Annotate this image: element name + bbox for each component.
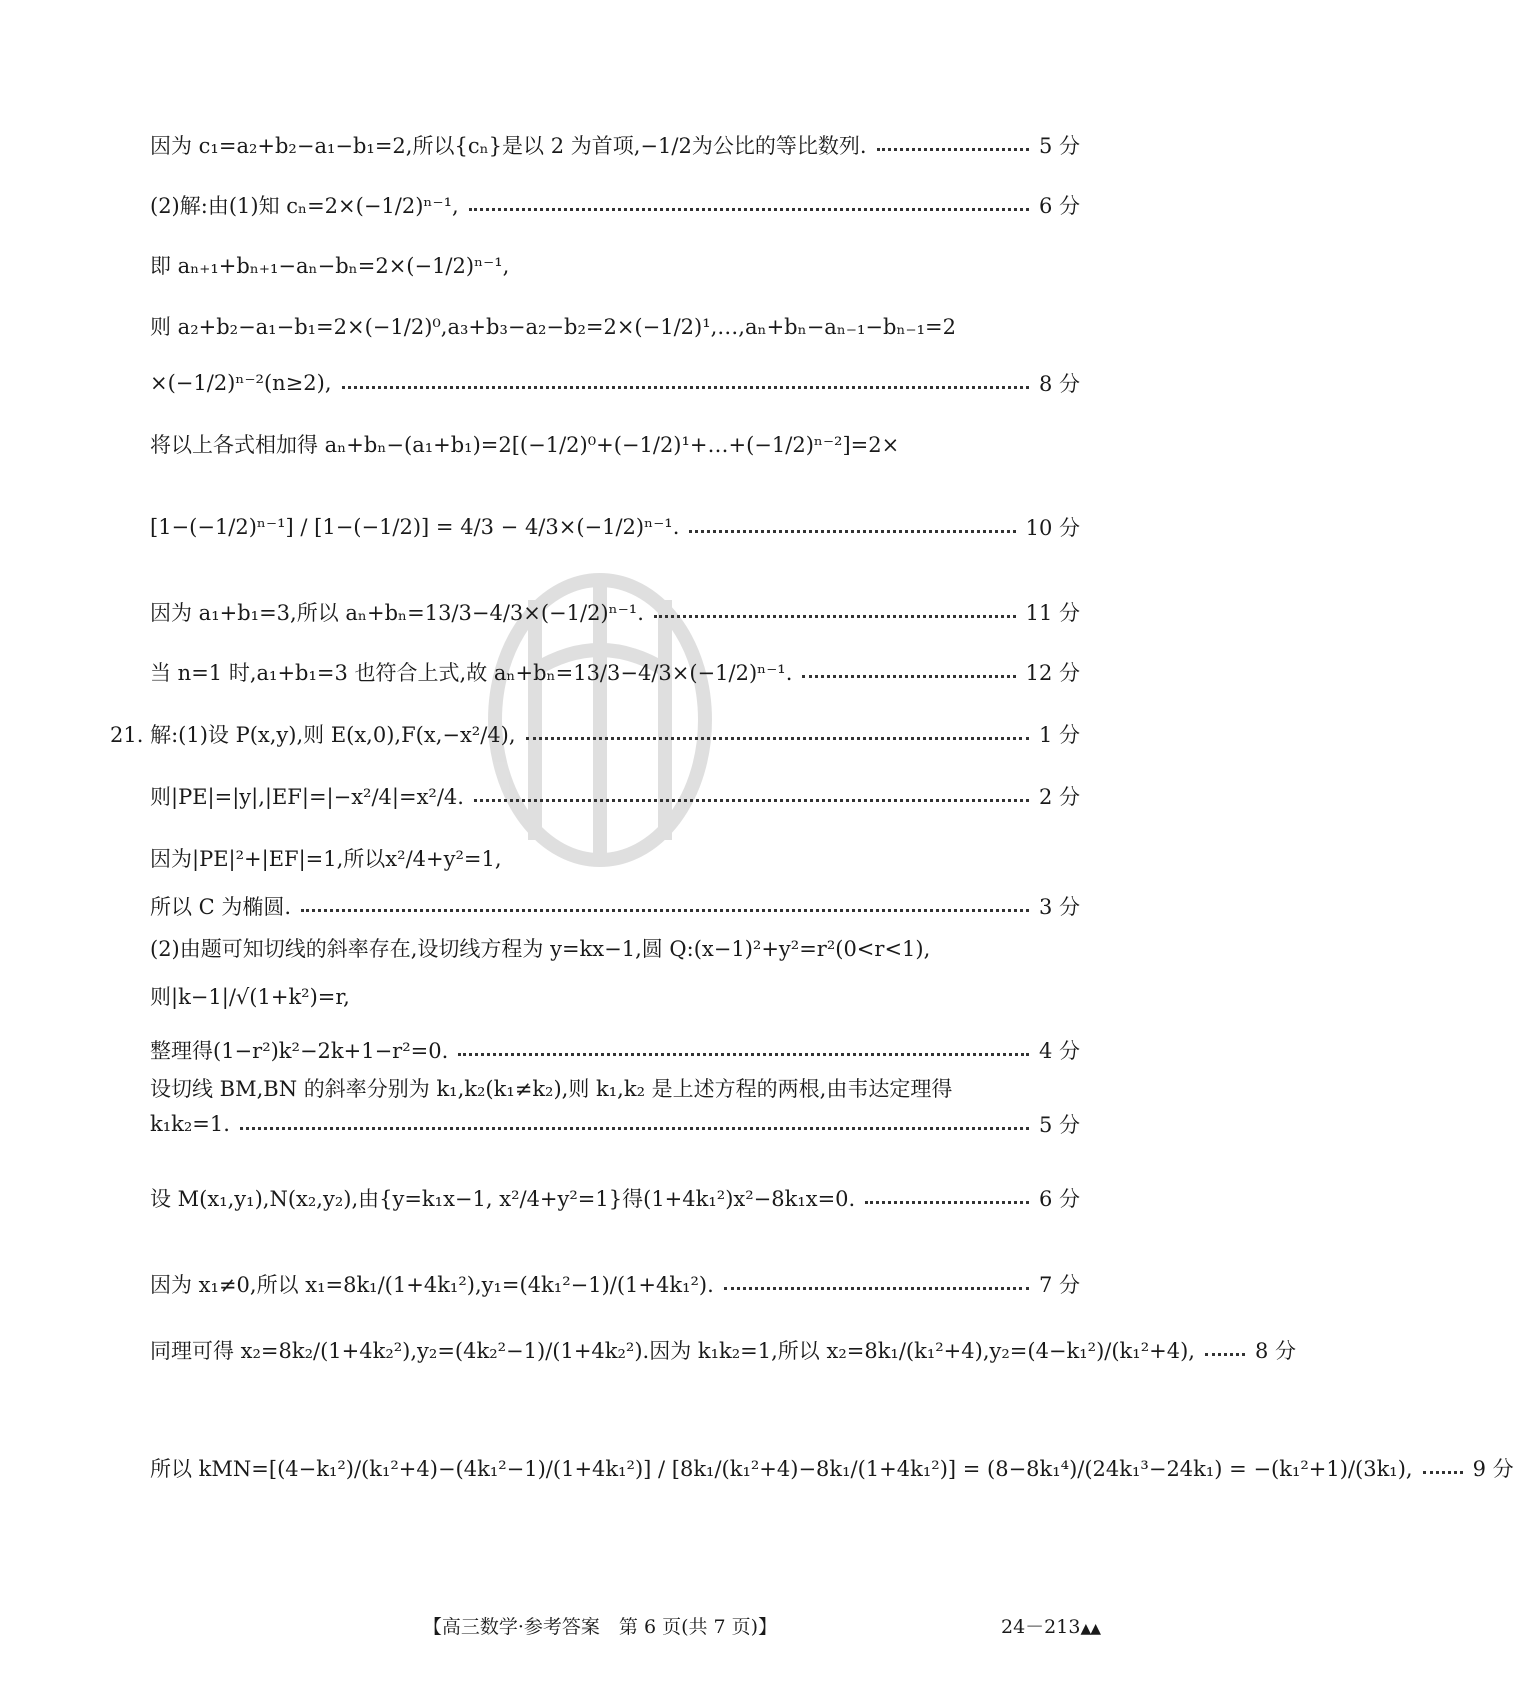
line-text: [1−(−1/2)ⁿ⁻¹] / [1−(−1/2)] = 4/3 − 4/3×(−1/2)ⁿ⁻¹. [150, 515, 680, 539]
line-20 [150, 1264, 1080, 1304]
score-label: 1 分 [1038, 723, 1080, 747]
dotted-leader [724, 1287, 1029, 1290]
triangle-marks-icon: ▲▲ [1080, 1621, 1100, 1637]
dotted-leader [458, 1053, 1029, 1056]
score-label: 10 分 [1025, 516, 1080, 540]
dotted-leader [654, 615, 1016, 618]
line-18 [150, 1104, 1080, 1144]
dotted-leader [469, 208, 1029, 211]
score-label: 4 分 [1038, 1039, 1080, 1063]
score-label: 7 分 [1038, 1273, 1080, 1297]
dotted-leader [240, 1127, 1029, 1130]
dotted-leader [865, 1201, 1029, 1204]
line-text: 因为 x₁≠0,所以 x₁=8k₁/(1+4k₁²),y₁=(4k₁²−1)/(1+4k₁²). [150, 1273, 714, 1297]
line-text: k₁k₂=1. [150, 1112, 230, 1136]
line-1 [150, 125, 1080, 165]
score-label: 6 分 [1038, 194, 1080, 218]
dotted-leader [526, 737, 1029, 740]
line-5 [150, 363, 1080, 403]
line-21 [150, 1330, 1296, 1370]
line-3 [150, 245, 1080, 285]
line-text: 当 n=1 时,a₁+b₁=3 也符合上式,故 aₙ+bₙ=13/3−4/3×(−1/2)ⁿ⁻¹. [150, 661, 793, 685]
dotted-leader [877, 148, 1029, 151]
line-text: 所以 C 为椭圆. [150, 895, 292, 919]
line-text: 将以上各式相加得 aₙ+bₙ−(a₁+b₁)=2[(−1/2)⁰+(−1/2)¹+…+(−1/2)ⁿ⁻²]=2× [150, 433, 900, 457]
score-label: 11 分 [1025, 601, 1080, 625]
line-text: 则|k−1|/√(1+k²)=r, [150, 985, 350, 1009]
dotted-leader [342, 386, 1029, 389]
line-9 [150, 652, 1080, 692]
line-text: 因为 c₁=a₂+b₂−a₁−b₁=2,所以{cₙ}是以 2 为首项,−1/2为公比的等比数列. [150, 134, 867, 158]
line-4 [150, 306, 1080, 346]
line-11 [150, 776, 1080, 816]
dotted-leader [301, 909, 1029, 912]
footer-code-text: 24－213 [1001, 1616, 1081, 1638]
line-text: 设切线 BM,BN 的斜率分别为 k₁,k₂(k₁≠k₂),则 k₁,k₂ 是上述方程的两根,由韦达定理得 [150, 1077, 953, 1101]
dotted-leader [474, 799, 1029, 802]
line-text: 则 a₂+b₂−a₁−b₁=2×(−1/2)⁰,a₃+b₃−a₂−b₂=2×(−1/2)¹,…,aₙ+bₙ−aₙ₋₁−bₙ₋₁=2 [150, 315, 956, 339]
line-text: (2)由题可知切线的斜率存在,设切线方程为 y=kx−1,圆 Q:(x−1)²+y²=r²(0<r<1), [150, 937, 931, 961]
page-footer [0, 1612, 1200, 1642]
line-10 [110, 714, 1080, 754]
line-text: 所以 kMN=[(4−k₁²)/(k₁²+4)−(4k₁²−1)/(1+4k₁²)] / [8k₁/(k₁²+4)−8k₁/(1+4k₁²)] = (8−8k₁⁴)/(24k₁³−24k₁) = −(k₁²+1)/(3k₁), [150, 1457, 1413, 1481]
line-12 [150, 838, 1080, 878]
line-14 [150, 928, 1080, 968]
line-8 [150, 592, 1080, 632]
line-17 [150, 1068, 1080, 1108]
line-16 [150, 1030, 1080, 1070]
line-text: 21. 解:(1)设 P(x,y),则 E(x,0),F(x,−x²/4), [110, 723, 516, 747]
line-13 [150, 886, 1080, 926]
line-2 [150, 185, 1080, 225]
line-15 [150, 976, 1080, 1016]
line-19 [150, 1178, 1080, 1218]
line-text: 同理可得 x₂=8k₂/(1+4k₂²),y₂=(4k₂²−1)/(1+4k₂²).因为 k₁k₂=1,所以 x₂=8k₁/(k₁²+4),y₂=(4−k₁²)/(k₁²+4), [150, 1339, 1195, 1363]
line-text: 因为|PE|²+|EF|=1,所以x²/4+y²=1, [150, 847, 502, 871]
dotted-leader [802, 675, 1015, 678]
score-label: 5 分 [1038, 134, 1080, 158]
line-text: 整理得(1−r²)k²−2k+1−r²=0. [150, 1039, 449, 1063]
footer-title: 【高三数学·参考答案 第 6 页(共 7 页)】 [422, 1616, 778, 1638]
line-7 [150, 507, 1080, 547]
dotted-leader [1423, 1471, 1463, 1474]
line-text: (2)解:由(1)知 cₙ=2×(−1/2)ⁿ⁻¹, [150, 194, 459, 218]
dotted-leader [689, 530, 1015, 533]
score-label: 6 分 [1038, 1187, 1080, 1211]
footer-code [1001, 1612, 1100, 1639]
line-text: 则|PE|=|y|,|EF|=|−x²/4|=x²/4. [150, 785, 464, 809]
score-label: 9 分 [1472, 1457, 1514, 1481]
score-label: 5 分 [1038, 1113, 1080, 1137]
score-label: 2 分 [1038, 785, 1080, 809]
line-text: 即 aₙ₊₁+bₙ₊₁−aₙ−bₙ=2×(−1/2)ⁿ⁻¹, [150, 254, 510, 278]
line-text: ×(−1/2)ⁿ⁻²(n≥2), [150, 371, 332, 395]
score-label: 8 分 [1038, 372, 1080, 396]
score-label: 8 分 [1254, 1339, 1296, 1363]
score-label: 3 分 [1038, 895, 1080, 919]
dotted-leader [1205, 1353, 1245, 1356]
score-label: 12 分 [1025, 661, 1080, 685]
line-6 [150, 424, 1080, 464]
line-text: 设 M(x₁,y₁),N(x₂,y₂),由{y=k₁x−1, x²/4+y²=1}得(1+4k₁²)x²−8k₁x=0. [150, 1187, 856, 1211]
line-22 [150, 1448, 1514, 1488]
line-text: 因为 a₁+b₁=3,所以 aₙ+bₙ=13/3−4/3×(−1/2)ⁿ⁻¹. [150, 601, 644, 625]
